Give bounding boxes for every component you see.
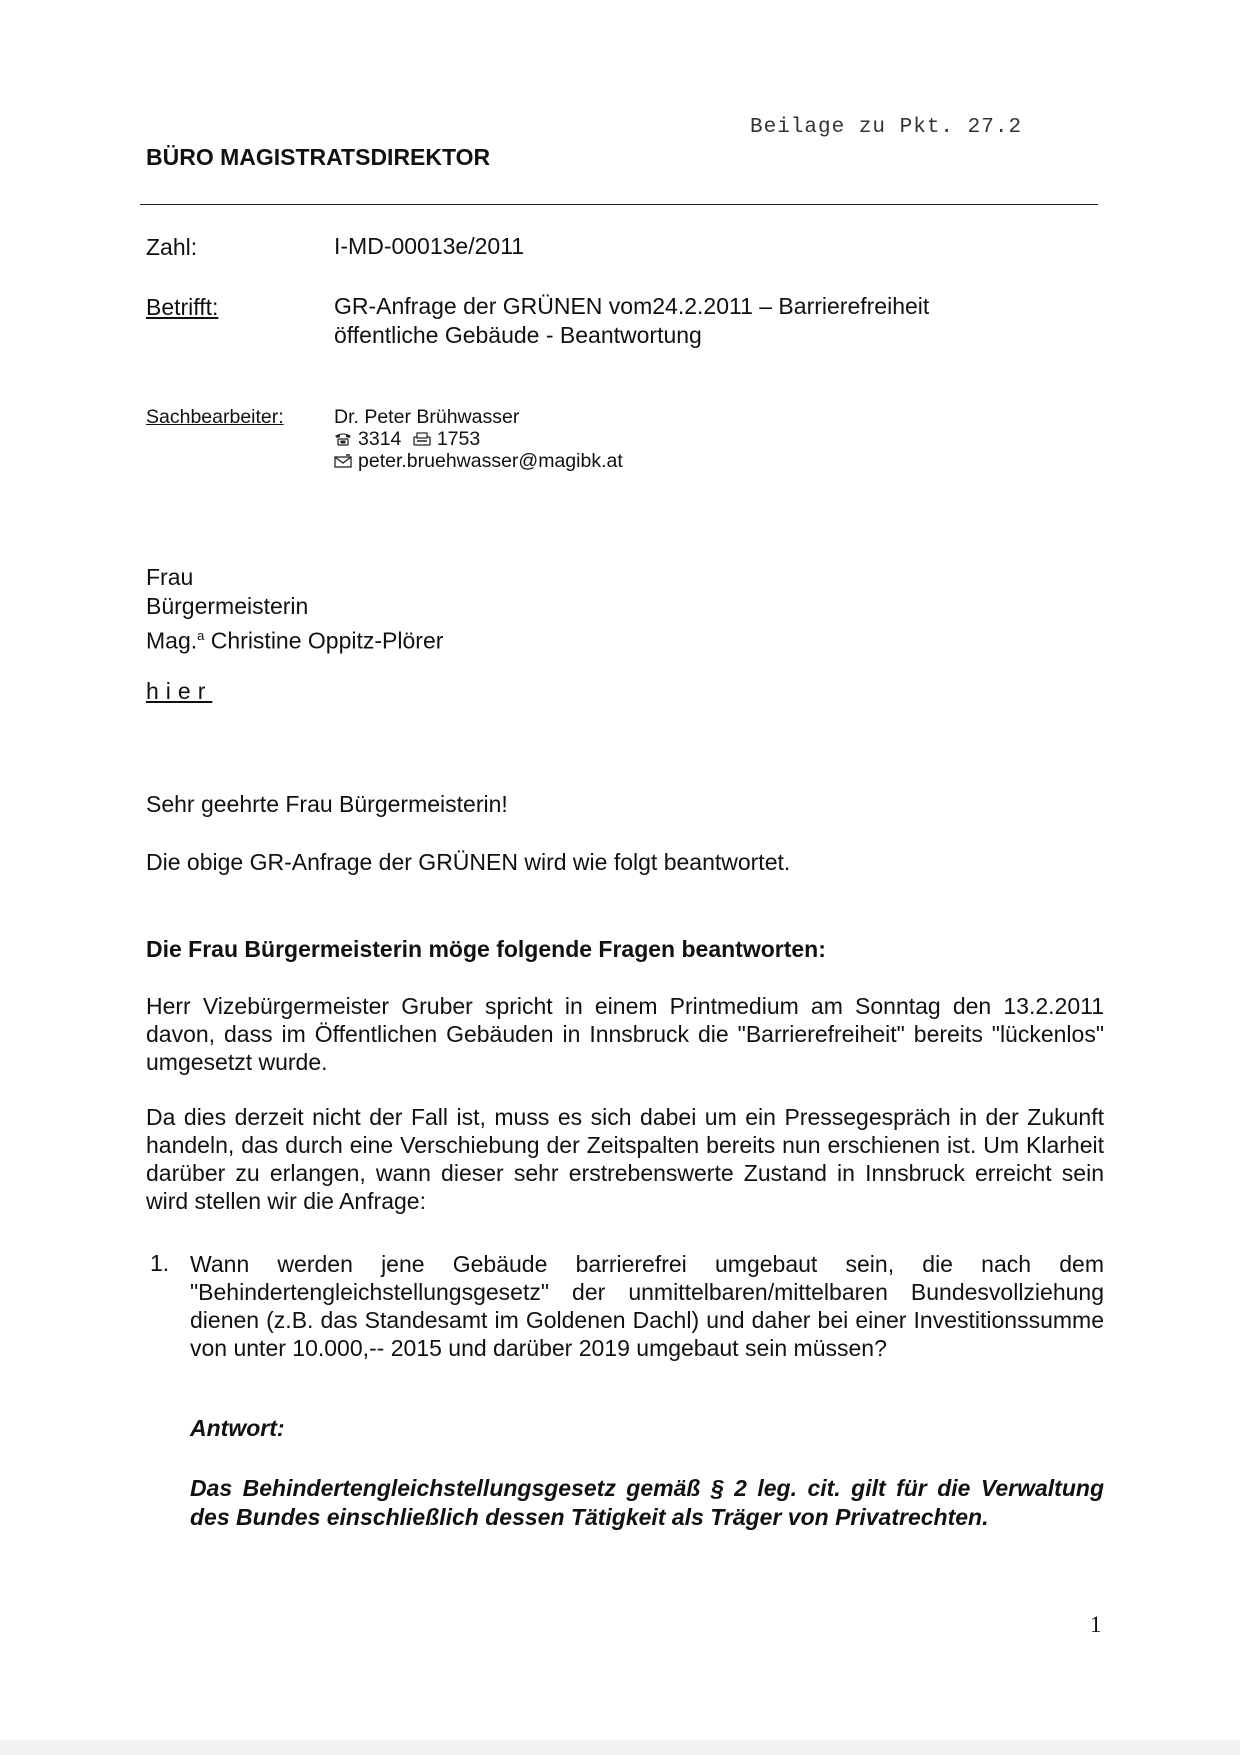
betrifft-line-2: öffentliche Gebäude - Beantwortung bbox=[334, 322, 702, 348]
intro-text: Die obige GR-Anfrage der GRÜNEN wird wie folgt beantwortet. bbox=[146, 849, 791, 875]
zahl-label: Zahl: bbox=[146, 234, 198, 260]
answer-label: Antwort: bbox=[190, 1415, 285, 1441]
zahl-value: I-MD-00013e/2011 bbox=[334, 233, 525, 259]
page-number: 1 bbox=[1090, 1612, 1102, 1637]
beilage-reference: Beilage zu Pkt. 27.2 bbox=[750, 116, 1023, 139]
recipient-title: Mag. bbox=[146, 627, 198, 654]
contact-phone-fax bbox=[334, 428, 623, 450]
recipient-line-2: Bürgermeisterin bbox=[146, 593, 309, 619]
betrifft-line-1: GR-Anfrage der GRÜNEN vom24.2.2011 – Barrierefreiheit bbox=[334, 293, 930, 319]
recipient-line-1: Frau bbox=[146, 564, 194, 590]
recipient-name: Christine Oppitz-Plörer bbox=[204, 627, 444, 654]
recipient-hier: hier bbox=[146, 678, 213, 704]
recipient-address bbox=[146, 563, 443, 656]
fax-number: 1753 bbox=[436, 428, 481, 450]
sachbearbeiter-block bbox=[334, 406, 623, 472]
recipient-line-3 bbox=[146, 621, 443, 656]
contact-email-row bbox=[334, 450, 623, 472]
question-1-text: Wann werden jene Gebäude barrierefrei umgebaut sein, die nach dem "Behindertengleichstellungsgesetz" der unmittelbaren/mittelbaren Bundesvollziehung dienen (z.B. das Standesamt im Goldenen Dachl) und daher bei einer Investitionssumme von unter 10.000,-- 2015 und darüber 2019 umgebaut sein müssen? bbox=[190, 1251, 1104, 1361]
sachbearbeiter-label: Sachbearbeiter: bbox=[146, 406, 284, 428]
contact-email: peter.bruehwasser@magibk.at bbox=[358, 450, 623, 472]
paragraph-1: Herr Vizebürgermeister Gruber spricht in einem Printmedium am Sonntag den 13.2.2011 davon, dass im Öffentlichen Gebäuden in Innsbruck die "Barrierefreiheit" bereits "lückenlos" umgesetzt wurde. bbox=[146, 993, 1104, 1075]
answer-text: Das Behindertengleichstellungsgesetz gemäß § 2 leg. cit. gilt für die Verwaltung des Bundes einschließlich dessen Tätigkeit als Träger von Privatrechten. bbox=[190, 1475, 1104, 1530]
recipient-title-sup: a bbox=[197, 628, 205, 643]
phone-icon bbox=[334, 432, 352, 446]
email-icon bbox=[334, 454, 352, 468]
salutation: Sehr geehrte Frau Bürgermeisterin! bbox=[146, 791, 508, 817]
question-heading: Die Frau Bürgermeisterin möge folgende Fragen beantworten: bbox=[146, 936, 826, 962]
sachbearbeiter-name: Dr. Peter Brühwasser bbox=[334, 406, 520, 428]
question-1-number: 1. bbox=[150, 1250, 170, 1276]
betrifft-value bbox=[334, 292, 929, 350]
betrifft-label: Betrifft: bbox=[146, 294, 219, 320]
phone-number: 3314 bbox=[358, 428, 402, 450]
office-title: BÜRO MAGISTRATSDIREKTOR bbox=[146, 144, 491, 170]
fax-icon bbox=[413, 432, 431, 446]
page-bottom-edge bbox=[0, 1740, 1240, 1755]
header-divider bbox=[140, 204, 1098, 205]
paragraph-2: Da dies derzeit nicht der Fall ist, muss es sich dabei um ein Pressegespräch in der Zukunft handeln, das durch eine Verschiebung der Zeitspalten bereits nun erschienen ist. Um Klarheit darüber zu erlangen, wann dieser sehr erstrebenswerte Zustand in Innsbruck erreicht sein wird stellen wir die Anfrage: bbox=[146, 1104, 1104, 1214]
